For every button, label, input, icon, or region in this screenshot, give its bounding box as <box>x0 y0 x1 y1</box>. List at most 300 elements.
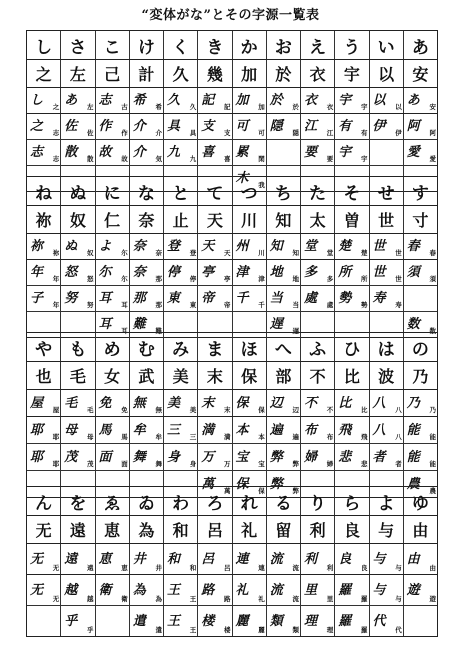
variant-cell <box>129 544 163 574</box>
source-label: 停 <box>189 274 197 283</box>
source-label: 保 <box>258 486 265 495</box>
source-label: 志 <box>52 154 60 163</box>
hentaigana-glyph: 類 <box>269 613 282 629</box>
kana-cell: よ <box>369 487 403 515</box>
source-label: 地 <box>292 274 299 283</box>
source-label: 衣 <box>326 102 334 111</box>
source-kanji-cell: 也 <box>35 367 52 386</box>
source-label: 帝 <box>224 300 231 309</box>
source-label: 遠 <box>87 563 94 572</box>
hentaigana-glyph: 呂 <box>201 551 214 567</box>
source-label: 為 <box>155 594 162 603</box>
hentaigana-glyph: 無 <box>132 395 145 411</box>
kana-cell: き <box>197 31 231 59</box>
source-label: 閑 <box>258 154 265 163</box>
source-label: 我 <box>258 180 265 189</box>
hentaigana-glyph: 勢 <box>338 291 351 306</box>
variant-cell <box>197 286 231 311</box>
variant-cell <box>129 390 163 416</box>
source-kanji-cell: 己 <box>95 60 129 87</box>
variant-cell <box>129 575 163 605</box>
variant-cell <box>232 390 266 416</box>
variant-cell <box>27 260 60 285</box>
source-kanji-cell: 幾 <box>197 60 231 87</box>
hentaigana-glyph: 希 <box>132 93 145 108</box>
hentaigana-glyph: 悲 <box>338 449 351 465</box>
hentaigana-glyph: 里 <box>304 582 317 598</box>
variant-cell <box>369 575 403 605</box>
source-label: 九 <box>189 154 197 163</box>
hentaigana-glyph: 与 <box>372 551 385 567</box>
hentaigana-glyph: 州 <box>235 239 248 254</box>
hentaigana-glyph: 牟 <box>132 422 145 438</box>
variant-cell <box>60 286 94 311</box>
hentaigana-glyph: 連 <box>235 551 248 567</box>
source-kanji-row <box>27 59 437 87</box>
source-label: 乎 <box>87 625 94 634</box>
source-label: 隠 <box>292 128 299 137</box>
source-label: 耳 <box>121 326 128 335</box>
variant-cell <box>129 88 163 113</box>
hentaigana-glyph: あ <box>406 93 419 108</box>
hentaigana-glyph: 春 <box>406 239 419 254</box>
variant-cell <box>369 260 403 285</box>
hentaigana-glyph: 愛 <box>406 145 419 160</box>
source-label: 加 <box>258 102 265 111</box>
source-label: 与 <box>395 594 402 603</box>
source-label: 記 <box>224 102 231 111</box>
variant-cell <box>129 114 163 139</box>
source-kanji-cell: 不 <box>300 362 334 389</box>
hentaigana-glyph: 身 <box>167 449 180 465</box>
variant-cell <box>232 140 266 165</box>
variant-cell <box>60 260 94 285</box>
source-label: 本 <box>258 432 265 441</box>
source-label: 不 <box>326 405 334 414</box>
hentaigana-glyph: 萬 <box>201 476 214 492</box>
source-kanji-cell: 奈 <box>129 206 163 233</box>
source-label: 屋 <box>52 405 60 414</box>
source-label: 保 <box>258 405 265 414</box>
source-label: 伊 <box>395 128 402 137</box>
source-kanji-cell: 女 <box>95 362 129 389</box>
variant-cell <box>95 444 129 470</box>
hentaigana-glyph: 屋 <box>30 395 43 411</box>
source-label: 愛 <box>429 154 436 163</box>
hentaigana-glyph: 羅 <box>338 582 351 598</box>
variant-cell <box>163 286 197 311</box>
hentaigana-glyph: 伊 <box>372 119 385 134</box>
source-kanji-cell: 加 <box>232 60 266 87</box>
source-kanji-cell: 美 <box>163 362 197 389</box>
source-kanji-cell: 部 <box>266 362 300 389</box>
variant-cell <box>60 114 94 139</box>
variant-cell <box>27 286 60 311</box>
hentaigana-glyph: 羅 <box>338 613 351 629</box>
variant-cell <box>232 260 266 285</box>
hentaigana-glyph: 於 <box>269 93 282 108</box>
hentaigana-glyph: 九 <box>167 145 180 160</box>
source-label: 乃 <box>429 405 436 414</box>
variant-cell <box>266 575 300 605</box>
variant-cell <box>369 88 403 113</box>
hentaigana-glyph: 衛 <box>98 582 111 598</box>
hentaigana-glyph: 毛 <box>64 395 77 411</box>
variant-cell <box>163 417 197 443</box>
hentaigana-glyph: 美 <box>167 395 180 411</box>
variant-cell <box>266 140 300 165</box>
variant-cell <box>95 260 129 285</box>
source-label: 者 <box>395 459 402 468</box>
variant-cell <box>27 234 60 259</box>
source-label: 弊 <box>292 459 299 468</box>
source-label: 川 <box>258 248 265 257</box>
hentaigana-glyph: 舞 <box>132 449 145 465</box>
variant-cell <box>300 390 334 416</box>
variant-cell <box>197 140 231 165</box>
source-label: 喜 <box>224 154 231 163</box>
hentaigana-glyph: 難 <box>132 317 145 332</box>
source-label: 類 <box>292 625 299 634</box>
kana-cell: り <box>300 487 334 515</box>
variant-cell <box>129 444 163 470</box>
hentaigana-glyph: 保 <box>235 476 248 492</box>
source-kanji-cell: 乃 <box>403 362 437 389</box>
source-kanji-row <box>27 361 437 389</box>
source-label: 登 <box>189 248 197 257</box>
source-label: 奴 <box>87 248 94 257</box>
kana-cell: わ <box>163 487 197 515</box>
variant-cell <box>369 390 403 416</box>
variant-cell <box>197 234 231 259</box>
kana-cell: あ <box>403 31 437 59</box>
variant-cell <box>266 544 300 574</box>
variant-cell <box>334 417 368 443</box>
source-label: 由 <box>429 563 436 572</box>
hentaigana-glyph: 要 <box>304 145 317 160</box>
variant-cell <box>266 606 300 636</box>
variant-cell <box>163 575 197 605</box>
source-label: 津 <box>258 274 265 283</box>
kana-cell: め <box>95 333 129 361</box>
kana-cell: こ <box>95 31 129 59</box>
source-label: 井 <box>155 563 162 572</box>
hentaigana-glyph: 帝 <box>201 291 214 306</box>
hentaigana-glyph: 世 <box>372 239 385 254</box>
source-kanji-cell: 安 <box>403 60 437 87</box>
variant-cell <box>369 140 403 165</box>
hentaigana-glyph: 停 <box>167 265 180 280</box>
hentaigana-glyph: 者 <box>372 449 385 465</box>
variant-cell <box>232 234 266 259</box>
kana-cell: え <box>300 31 334 59</box>
source-label: 年 <box>52 274 60 283</box>
hentaigana-glyph: 奈 <box>132 265 145 280</box>
source-kanji-cell: 以 <box>369 60 403 87</box>
source-label: 千 <box>258 300 265 309</box>
source-label: 天 <box>224 248 231 257</box>
hentaigana-glyph: 江 <box>304 119 317 134</box>
hentaigana-glyph: 王 <box>167 582 180 598</box>
source-kanji-cell: 武 <box>129 362 163 389</box>
variant-row <box>27 87 437 113</box>
source-label: 遊 <box>429 594 436 603</box>
kana-cell: く <box>163 31 197 59</box>
variant-cell <box>266 286 300 311</box>
source-kanji-cell: 呂 <box>197 516 231 543</box>
source-label: 羅 <box>361 594 368 603</box>
variant-cell <box>95 140 129 165</box>
variant-cell <box>197 88 231 113</box>
source-label: 以 <box>395 102 402 111</box>
hentaigana-glyph: 楚 <box>338 239 351 254</box>
hentaigana-glyph: 満 <box>201 422 214 438</box>
hentaigana-glyph: 免 <box>98 395 111 411</box>
kana-cell: つ <box>232 177 266 205</box>
variant-row <box>27 574 437 605</box>
hentaigana-glyph: し <box>30 93 43 108</box>
variant-cell <box>369 417 403 443</box>
hentaigana-glyph: 登 <box>167 239 180 254</box>
variant-cell <box>60 140 94 165</box>
hentaigana-glyph: 怒 <box>64 265 77 280</box>
variant-cell <box>163 88 197 113</box>
hentaigana-glyph: 恵 <box>98 551 111 567</box>
hentaigana-glyph: 比 <box>338 395 351 411</box>
source-kanji-cell: 衣 <box>300 60 334 87</box>
variant-row <box>27 139 437 165</box>
variant-cell <box>197 606 231 636</box>
kana-cell: れ <box>232 487 266 515</box>
hentaigana-glyph: 乎 <box>64 613 77 629</box>
hentaigana-glyph: 代 <box>372 613 385 629</box>
source-kanji-cell: 恵 <box>95 516 129 543</box>
variant-cell <box>266 390 300 416</box>
variant-cell <box>95 88 129 113</box>
source-label: 楚 <box>361 248 368 257</box>
source-label: 辺 <box>292 405 299 414</box>
variant-row <box>27 389 437 416</box>
hentaigana-glyph: 介 <box>132 145 145 160</box>
kana-cell: ぬ <box>60 177 94 205</box>
hentaigana-glyph: 故 <box>98 145 111 160</box>
hentaigana-glyph: 具 <box>167 119 180 134</box>
kana-row <box>27 177 437 205</box>
variant-cell <box>403 88 437 113</box>
source-label: 礼 <box>258 594 265 603</box>
variant-cell <box>163 444 197 470</box>
source-label: 祢 <box>52 248 60 257</box>
variant-cell <box>197 114 231 139</box>
source-label: 三 <box>189 432 197 441</box>
source-kanji-cell: 太 <box>300 206 334 233</box>
source-label: 楼 <box>224 625 231 634</box>
source-label: 牟 <box>155 432 162 441</box>
source-label: 毛 <box>87 405 94 414</box>
hentaigana-glyph: 支 <box>201 119 214 134</box>
kana-cell: す <box>403 177 437 205</box>
source-kanji-cell: 礼 <box>232 516 266 543</box>
source-label: 飛 <box>361 432 368 441</box>
variant-cell <box>369 286 403 311</box>
kana-cell: そ <box>334 177 368 205</box>
variant-cell <box>403 140 437 165</box>
variant-cell <box>197 444 231 470</box>
source-label: 利 <box>326 563 334 572</box>
source-kanji-cell: 知 <box>266 206 300 233</box>
source-label: 馬 <box>121 432 128 441</box>
variant-cell <box>27 575 60 605</box>
hentaigana-glyph: 由 <box>406 551 419 567</box>
source-label: 与 <box>395 563 402 572</box>
source-label: 舞 <box>155 459 162 468</box>
variant-cell <box>232 575 266 605</box>
source-kanji-cell: 无 <box>35 521 52 540</box>
kana-cell: し <box>35 37 53 58</box>
kana-cell: み <box>163 333 197 361</box>
source-kanji-cell: 末 <box>197 362 231 389</box>
source-label: 宝 <box>258 459 265 468</box>
hentaigana-glyph: 不 <box>304 395 317 411</box>
kana-cell: た <box>300 177 334 205</box>
hentaigana-glyph: 井 <box>132 551 145 567</box>
source-label: 流 <box>292 563 299 572</box>
hentaigana-glyph: 作 <box>98 119 111 134</box>
variant-cell <box>197 544 231 574</box>
variant-cell <box>60 390 94 416</box>
hentaigana-glyph: 无 <box>30 582 43 598</box>
source-kanji-cell: 和 <box>163 516 197 543</box>
hentaigana-glyph: 志 <box>30 145 43 160</box>
source-label: 有 <box>361 128 368 137</box>
variant-row <box>27 416 437 443</box>
source-label: 面 <box>121 459 128 468</box>
hentaigana-glyph: 数 <box>406 317 419 332</box>
source-label: 耶 <box>52 432 60 441</box>
source-label: 呂 <box>224 563 231 572</box>
source-kanji-cell: 曽 <box>334 206 368 233</box>
hentaigana-glyph: 越 <box>64 582 77 598</box>
source-label: 作 <box>121 128 128 137</box>
hentaigana-glyph: 面 <box>98 449 111 465</box>
source-kanji-cell: 祢 <box>35 211 52 230</box>
source-label: 遍 <box>292 432 299 441</box>
kana-cell: ほ <box>232 333 266 361</box>
variant-cell <box>334 234 368 259</box>
source-label: 要 <box>326 154 334 163</box>
source-kanji-cell: 波 <box>369 362 403 389</box>
source-label: 无 <box>52 594 60 603</box>
source-kanji-cell: 良 <box>334 516 368 543</box>
variant-cell <box>334 575 368 605</box>
hentaigana-glyph: ぬ <box>64 239 77 254</box>
variant-cell <box>266 88 300 113</box>
source-kanji-cell: 宇 <box>334 60 368 87</box>
source-label: 宇 <box>361 102 368 111</box>
source-label: 萬 <box>224 486 231 495</box>
source-label: 阿 <box>429 128 436 137</box>
variant-cell <box>266 114 300 139</box>
source-label: 八 <box>395 405 402 414</box>
kana-cell: せ <box>369 177 403 205</box>
kana-cell: と <box>163 177 197 205</box>
source-kanji-cell: 天 <box>197 206 231 233</box>
source-label: 安 <box>429 102 436 111</box>
source-label: 和 <box>189 563 197 572</box>
hentaigana-glyph: 衣 <box>304 93 317 108</box>
hentaigana-glyph: 末 <box>201 395 214 411</box>
hentaigana-glyph: 遠 <box>64 551 77 567</box>
source-label: 遣 <box>155 625 162 634</box>
kana-cell: を <box>60 487 94 515</box>
hentaigana-glyph: 麗 <box>235 613 248 629</box>
variant-cell <box>129 286 163 311</box>
variant-row <box>27 259 437 285</box>
variant-cell <box>163 140 197 165</box>
hentaigana-glyph: 努 <box>64 291 77 306</box>
variant-cell <box>334 88 368 113</box>
variant-cell <box>27 390 60 416</box>
source-label: 悲 <box>361 459 368 468</box>
variant-cell <box>129 417 163 443</box>
kana-cell: さ <box>60 31 94 59</box>
hentaigana-glyph: 祢 <box>30 239 43 254</box>
source-kanji-cell: 計 <box>129 60 163 87</box>
hentaigana-glyph: 三 <box>167 422 180 438</box>
source-label: 農 <box>429 486 436 495</box>
hentaigana-glyph: あ <box>64 93 77 108</box>
variant-cell <box>60 417 94 443</box>
hentaigana-glyph: 良 <box>338 551 351 567</box>
table-section <box>26 332 438 498</box>
kana-cell: の <box>403 333 437 361</box>
variant-cell <box>300 140 334 165</box>
hentaigana-glyph: 遊 <box>406 582 419 598</box>
variant-cell <box>300 234 334 259</box>
hentaigana-glyph: 津 <box>235 265 248 280</box>
source-label: 良 <box>361 563 368 572</box>
source-label: 散 <box>87 154 94 163</box>
variant-cell <box>163 234 197 259</box>
source-kanji-cell: 利 <box>300 516 334 543</box>
hentaigana-glyph: 之 <box>30 119 43 134</box>
hentaigana-glyph: 宇 <box>338 93 351 108</box>
source-label: 流 <box>292 594 299 603</box>
source-label: 末 <box>224 405 231 414</box>
variant-cell <box>334 544 368 574</box>
source-label: 志 <box>52 128 60 137</box>
variant-cell <box>129 606 163 636</box>
source-label: 世 <box>395 248 402 257</box>
variant-cell <box>27 140 60 165</box>
source-label: 知 <box>292 248 299 257</box>
source-kanji-cell: 毛 <box>60 362 94 389</box>
source-label: 勢 <box>361 300 368 309</box>
variant-cell <box>27 417 60 443</box>
hentaigana-glyph: 木 <box>235 171 248 186</box>
variant-row <box>27 443 437 470</box>
source-label: 麗 <box>258 625 265 634</box>
variant-row <box>27 285 437 311</box>
source-label: 免 <box>121 405 128 414</box>
variant-cell <box>232 114 266 139</box>
variant-cell <box>232 606 266 636</box>
hentaigana-glyph: 流 <box>269 551 282 567</box>
source-label: 羅 <box>361 625 368 634</box>
hentaigana-glyph: 處 <box>304 291 317 306</box>
source-label: 亭 <box>224 274 231 283</box>
variant-cell <box>403 575 437 605</box>
